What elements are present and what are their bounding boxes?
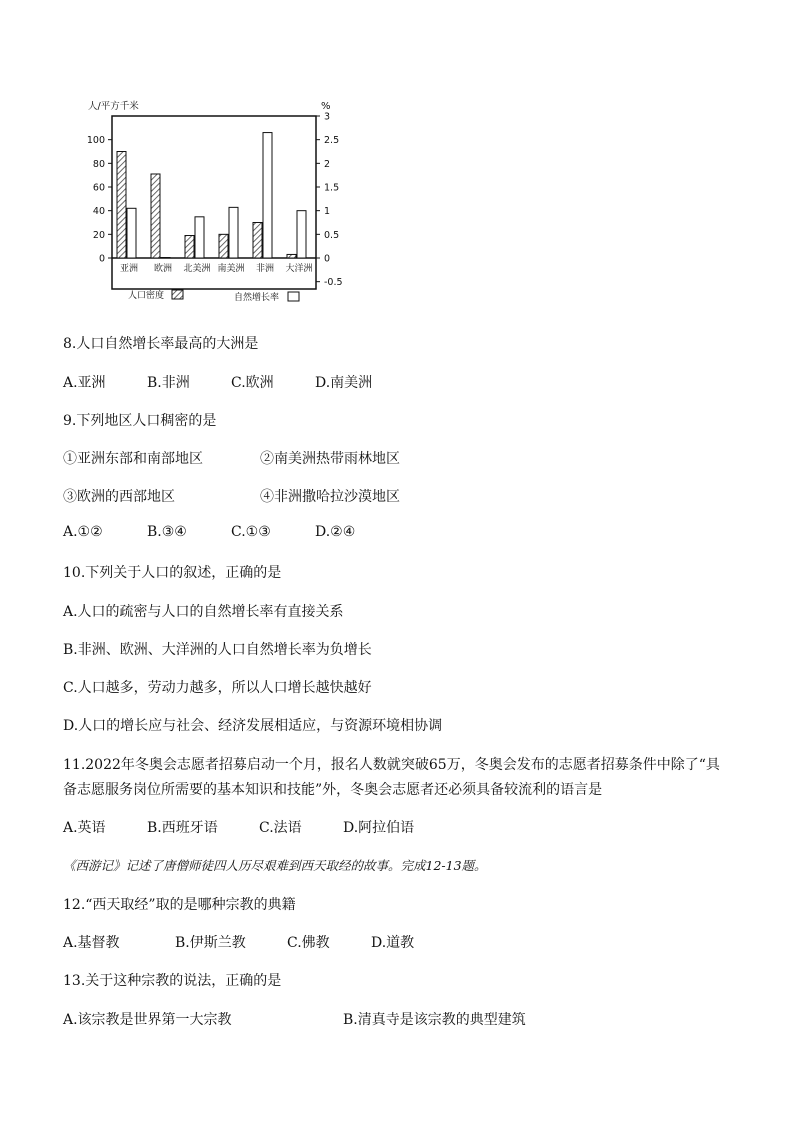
q10-option-c[interactable]: C.人口越多，劳动力越多，所以人口增长越快越好 (63, 680, 372, 696)
bar-density-非洲 (253, 223, 262, 259)
q8-option-c[interactable]: C.欧洲 (231, 375, 274, 391)
bar-density-亚洲 (117, 152, 126, 259)
q8-option-b[interactable]: B.非洲 (147, 375, 190, 391)
q11-stem-line2: 备志愿服务岗位所需要的基本知识和技能”外，冬奥会志愿者还必须具备较流利的语言是 (63, 782, 603, 798)
q12-stem: 12.“西天取经”取的是哪种宗教的典籍 (63, 897, 296, 913)
q9-item-1: ①亚洲东部和南部地区 (63, 451, 203, 467)
q11-options (63, 817, 414, 837)
right-tick-label: 3 (324, 111, 331, 123)
bar-growth-南美洲 (229, 207, 238, 258)
category-label-北美洲: 北美洲 (183, 264, 211, 274)
bars-group (117, 133, 306, 258)
legend-growth-label: 自然增长率 (234, 293, 280, 303)
q12-options (63, 932, 414, 952)
left-tick-label: 80 (92, 158, 105, 170)
q8-option-d[interactable]: D.南美洲 (315, 375, 373, 391)
right-tick-label: 2 (324, 158, 331, 170)
q9-option-a[interactable]: A.①② (63, 524, 103, 540)
left-tick-label: 60 (92, 182, 105, 194)
q10-option-b[interactable]: B.非洲、欧洲、大洋洲的人口自然增长率为负增长 (63, 642, 372, 658)
legend (128, 289, 299, 303)
bar-density-北美洲 (185, 236, 194, 258)
q10-stem: 10.下列关于人口的叙述，正确的是 (63, 565, 282, 581)
left-tick-label: 40 (92, 206, 105, 218)
legend-growth-swatch (288, 292, 299, 301)
left-axis-ticks (87, 135, 112, 264)
right-axis-ticks (316, 112, 343, 289)
q13-options (63, 1009, 526, 1029)
bar-density-南美洲 (219, 234, 228, 258)
q8-stem: 8.人口自然增长率最高的大洲是 (63, 336, 259, 352)
right-tick-label: -0.5 (324, 277, 343, 289)
q9-item-4: ④非洲撒哈拉沙漠地区 (260, 489, 400, 505)
q11-option-a[interactable]: A.英语 (63, 820, 106, 836)
q9-items-row2 (63, 486, 400, 506)
category-label-欧洲: 欧洲 (153, 264, 173, 274)
q8-option-a[interactable]: A.亚洲 (63, 375, 106, 391)
q10-option-a[interactable]: A.人口的疏密与人口的自然增长率有直接关系 (63, 604, 344, 620)
q12-option-b[interactable]: B.伊斯兰教 (175, 935, 246, 951)
q10-option-d[interactable]: D.人口的增长应与社会、经济发展相适应，与资源环境相协调 (63, 718, 443, 734)
bar-growth-亚洲 (127, 208, 136, 258)
q8-options (63, 372, 372, 392)
q11-stem-line1: 11.2022年冬奥会志愿者招募启动一个月，报名人数就突破65万，冬奥会发布的志愿者招募条件中除了“具 (63, 757, 720, 773)
q12-option-d[interactable]: D.道教 (371, 935, 415, 951)
q13-option-b[interactable]: B.清真寺是该宗教的典型建筑 (343, 1012, 526, 1028)
left-axis-label: 人/平方千米 (88, 101, 139, 112)
category-label-亚洲: 亚洲 (119, 264, 139, 274)
left-tick-label: 0 (98, 253, 105, 265)
bar-density-欧洲 (151, 174, 160, 258)
passage-12-13: 《西游记》记述了唐僧师徒四人历尽艰难到西天取经的故事。完成12-13题。 (63, 858, 487, 873)
right-tick-label: 1.5 (324, 182, 340, 194)
left-tick-label: 20 (92, 229, 105, 241)
q11-option-d[interactable]: D.阿拉伯语 (343, 820, 415, 836)
q12-option-c[interactable]: C.佛教 (287, 935, 330, 951)
population-chart (82, 96, 362, 311)
q9-item-3: ③欧洲的西部地区 (63, 489, 175, 505)
right-tick-label: 0.5 (324, 229, 340, 241)
q9-options (63, 524, 355, 540)
q9-items-row1 (63, 448, 400, 468)
category-label-非洲: 非洲 (255, 264, 275, 274)
q12-option-a[interactable]: A.基督教 (63, 935, 120, 951)
bar-growth-北美洲 (195, 217, 204, 258)
right-tick-label: 0 (324, 253, 331, 265)
right-tick-label: 2.5 (324, 135, 340, 147)
q13-stem: 13.关于这种宗教的说法，正确的是 (63, 973, 282, 989)
right-tick-label: 1 (324, 206, 331, 218)
q9-item-2: ②南美洲热带雨林地区 (260, 451, 400, 467)
q13-option-a[interactable]: A.该宗教是世界第一大宗教 (63, 1012, 232, 1028)
q9-option-b[interactable]: B.③④ (147, 524, 187, 540)
q9-option-d[interactable]: D.②④ (315, 524, 356, 540)
q9-option-c[interactable]: C.①③ (231, 524, 271, 540)
bar-growth-大洋洲 (297, 211, 306, 258)
legend-density-swatch (172, 290, 183, 299)
right-axis-label: % (321, 101, 331, 112)
bar-density-大洋洲 (287, 254, 296, 258)
legend-density-label: 人口密度 (128, 291, 165, 301)
bar-growth-欧洲 (161, 258, 170, 259)
q9-stem: 9.下列地区人口稠密的是 (63, 413, 217, 429)
left-tick-label: 100 (86, 135, 105, 147)
bar-growth-非洲 (263, 133, 272, 258)
q11-option-b[interactable]: B.西班牙语 (147, 820, 218, 836)
q11-option-c[interactable]: C.法语 (259, 820, 302, 836)
category-label-大洋洲: 大洋洲 (285, 264, 313, 274)
category-label-南美洲: 南美洲 (217, 264, 245, 274)
category-labels (120, 262, 313, 274)
